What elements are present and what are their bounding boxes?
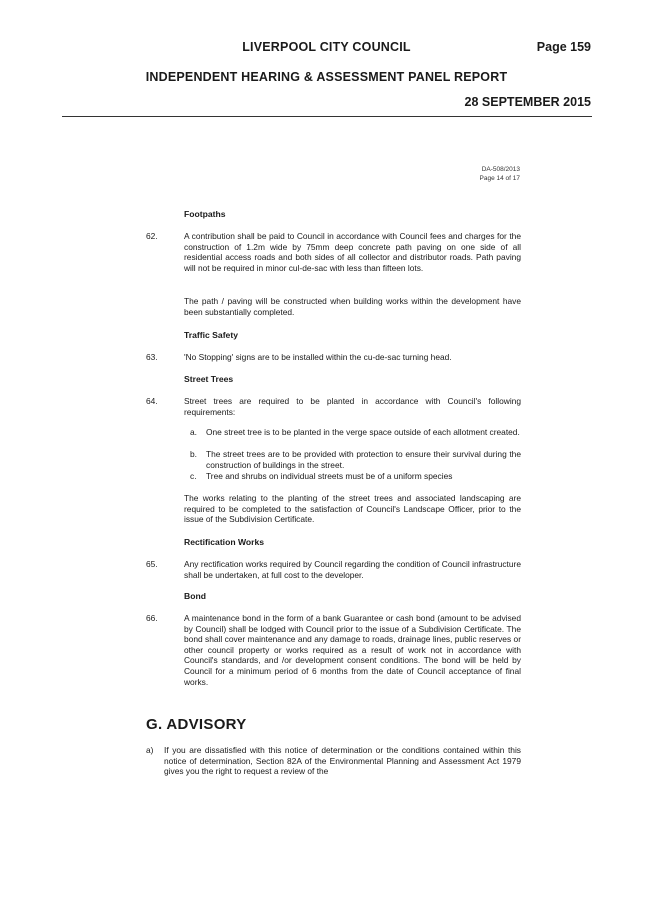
- heading-advisory: G. ADVISORY: [146, 716, 247, 733]
- heading-bond: Bond: [184, 591, 206, 601]
- list-item-text: Tree and shrubs on individual streets must be of a uniform species: [206, 471, 453, 481]
- condition-62-text: A contribution shall be paid to Council in accordance with Council fees and charges for the construction of 1.2m wide by 75mm deep concrete path paving on one side of all residential access roads and both sides of all collector and distributor roads. Path paving will not be required in minor cul-de-sac with less than fifteen lots.: [184, 231, 521, 273]
- heading-rectification-works: Rectification Works: [184, 537, 265, 547]
- advisory-item-letter: a): [146, 745, 154, 755]
- heading-footpaths: Footpaths: [184, 209, 226, 219]
- condition-number-62: 62.: [146, 231, 158, 241]
- council-name: LIVERPOOL CITY COUNCIL: [242, 40, 411, 54]
- condition-number-63: 63.: [146, 352, 158, 362]
- condition-64-text-2: The works relating to the planting of the street trees and associated landscaping are required to be completed to the satisfaction of Council's Landscape Officer, prior to the issue of the Subdivision Certificate.: [184, 493, 521, 525]
- list-item-text: The street trees are to be provided with protection to ensure their survival during the construction of buildings in the street.: [206, 449, 521, 470]
- condition-62-text-2: The path / paving will be constructed when building works within the development have been substantially completed.: [184, 296, 521, 317]
- list-item-letter: a.: [190, 427, 197, 437]
- list-item-text: One street tree is to be planted in the verge space outside of each allotment created.: [206, 427, 520, 437]
- da-number: DA-508/2013: [481, 166, 520, 173]
- report-title: INDEPENDENT HEARING & ASSESSMENT PANEL REPORT: [145, 70, 508, 84]
- condition-66-text: A maintenance bond in the form of a bank Guarantee or cash bond (amount to be advised by Council) shall be lodged with Council prior to the issue of a Subdivision Certificate. The bond shall cover maintenance and any damage to roads, drainage lines, public reserves or other council property or works required as a result of work not in accordance with Council's standards, and /or development consent conditions. The bond will be held by Council for a minimum period of 6 months from the date of Council acceptance of final works.: [184, 613, 521, 687]
- condition-64-text: Street trees are required to be planted in accordance with Council's following requirements:: [184, 396, 521, 417]
- condition-number-66: 66.: [146, 613, 158, 623]
- page-header: [0, 40, 653, 56]
- condition-number-64: 64.: [146, 396, 158, 406]
- document-reference: [480, 165, 520, 183]
- advisory-item-text: If you are dissatisfied with this notice of determination or the conditions contained within this notice of determination, Section 82A of the Environmental Planning and Assessment Act 1979 gives you the right to request a review of the: [164, 745, 521, 777]
- list-item-letter: c.: [190, 471, 197, 481]
- condition-65-text: Any rectification works required by Council regarding the condition of Council infrastructure shall be undertaken, at full cost to the developer.: [184, 559, 521, 580]
- condition-63-text: 'No Stopping' signs are to be installed within the cu-de-sac turning head.: [184, 352, 452, 362]
- header-divider: [62, 116, 592, 117]
- report-date: 28 SEPTEMBER 2015: [464, 95, 591, 109]
- page-number: Page 159: [536, 40, 591, 54]
- condition-number-65: 65.: [146, 559, 158, 569]
- page-of: Page 14 of 17: [479, 175, 520, 182]
- heading-traffic-safety: Traffic Safety: [184, 330, 238, 340]
- heading-street-trees: Street Trees: [184, 374, 234, 384]
- list-item-letter: b.: [190, 449, 197, 459]
